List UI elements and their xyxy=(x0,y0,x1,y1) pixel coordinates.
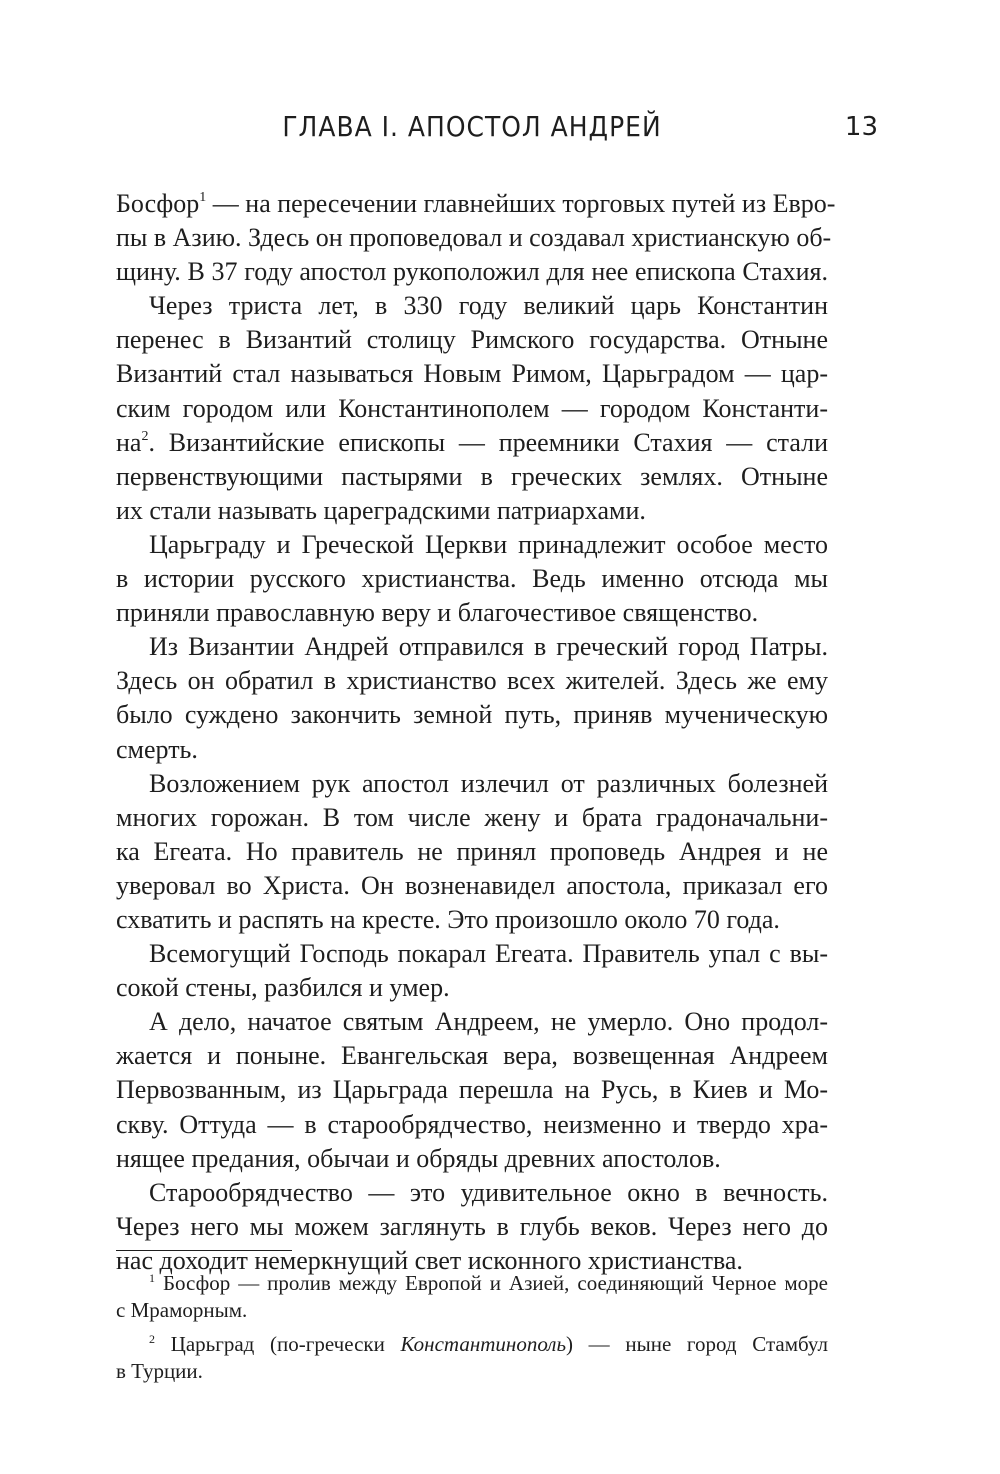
footnote-number: 2 xyxy=(149,1332,155,1346)
text-line: многих горожан. В том числе жену и брата градоначальни- xyxy=(116,802,828,832)
paragraph-first-line: Через триста лет, в 330 году великий царь Константин xyxy=(149,291,828,321)
chapter-title: ГЛАВА I. АПОСТОЛ АНДРЕЙ xyxy=(282,110,662,143)
text-line: первенствующими пастырями в греческих землях. Отныне xyxy=(116,461,828,491)
paragraph-first-line: Всемогущий Господь покарал Егеата. Правитель упал с вы- xyxy=(149,939,828,969)
running-head xyxy=(116,110,878,152)
paragraph-last-line: нящее предания, обычаи и обряды древних апостолов. xyxy=(116,1143,721,1173)
text-line: жается и поныне. Евангельская вера, возвещенная Андреем xyxy=(116,1041,828,1071)
text-line: было суждено закончить земной путь, приняв мученическую xyxy=(116,700,828,730)
text-line: Здесь он обратил в христианство всех жителей. Здесь же ему xyxy=(116,666,828,696)
footnote-line: $^2$ Царьград (по-гречески Константинополь) — ныне город Стамбул xyxy=(149,1332,828,1356)
text-line: пы в Азию. Здесь он проповедовал и создавал христианскую об- xyxy=(116,223,832,253)
text-line: скву. Оттуда — в старообрядчество, неизменно и твердо хра- xyxy=(116,1109,828,1139)
footnote-2 xyxy=(116,1331,828,1385)
text-line: ка Егеата. Но правитель не принял проповедь Андрея и не xyxy=(116,836,828,866)
paragraph-first-line: Царьграду и Греческой Церкви принадлежит особое место xyxy=(149,529,828,559)
page-number: 13 xyxy=(844,112,878,142)
paragraph-first-line: А дело, начатое святым Андреем, не умерло. Оно продол- xyxy=(149,1007,828,1037)
paragraph-last-line: сокой стены, разбился и умер. xyxy=(116,973,450,1003)
text-line: перенес в Византий столицу Римского государства. Отныне xyxy=(116,325,828,355)
text-line: уверовал во Христа. Он возненавидел апостола, приказал его xyxy=(116,870,828,900)
paragraph-last-line: схватить и распять на кресте. Это произошло около 70 года. xyxy=(116,904,780,934)
footnote-line: в Турции. xyxy=(116,1359,203,1383)
footnote-marker[interactable]: 1 xyxy=(199,190,207,205)
text-line: ским городом или Константинополем — городом Константи- xyxy=(116,393,828,423)
body-text xyxy=(116,187,836,1278)
paragraph-first-line: Старообрядчество — это удивительное окно в вечность. xyxy=(149,1177,828,1207)
paragraph-last-line: нас доходит немеркнущий свет исконного христианства. xyxy=(116,1245,743,1275)
paragraph-first-line: Возложением рук апостол излечил от различных болезней xyxy=(149,768,828,798)
text-line: Византий стал называться Новым Римом, Царьградом — цар- xyxy=(116,359,828,389)
footnote-number: 1 xyxy=(149,1271,155,1285)
text-line: щину. В 37 году апостол рукоположил для нее епископа Стахия. xyxy=(116,257,828,287)
text-line: $на^2$. Византийские епископы — преемники Стахия — стали xyxy=(116,427,828,457)
paragraph-first-line: Из Византии Андрей отправился в греческий город Патры. xyxy=(149,632,828,662)
paragraph-last-line: приняли православную веру и благочестивое священство. xyxy=(116,598,759,628)
paragraph-last-line: смерть. xyxy=(116,734,198,764)
text-line: Босфор$^1$ — на пересечении главнейших торговых путей из Евро- xyxy=(116,189,836,218)
paragraph-last-line: их стали называть цареградскими патриархами. xyxy=(116,495,646,525)
footnotes xyxy=(116,1270,828,1392)
footnote-separator xyxy=(116,1250,292,1251)
footnote-1 xyxy=(116,1270,828,1324)
footnote-marker[interactable]: 2 xyxy=(141,428,149,444)
text-line: в истории русского христианства. Ведь именно отсюда мы xyxy=(116,564,828,594)
footnote-line: $^1$ Босфор — пролив между Европой и Азией, соединяющий Черное море xyxy=(149,1271,828,1295)
footnote-line: с Мраморным. xyxy=(116,1298,248,1322)
text-line: Первозванным, из Царьграда перешла на Русь, в Киев и Мо- xyxy=(116,1075,828,1105)
text-line: Через него мы можем заглянуть в глубь веков. Через него до xyxy=(116,1211,828,1241)
